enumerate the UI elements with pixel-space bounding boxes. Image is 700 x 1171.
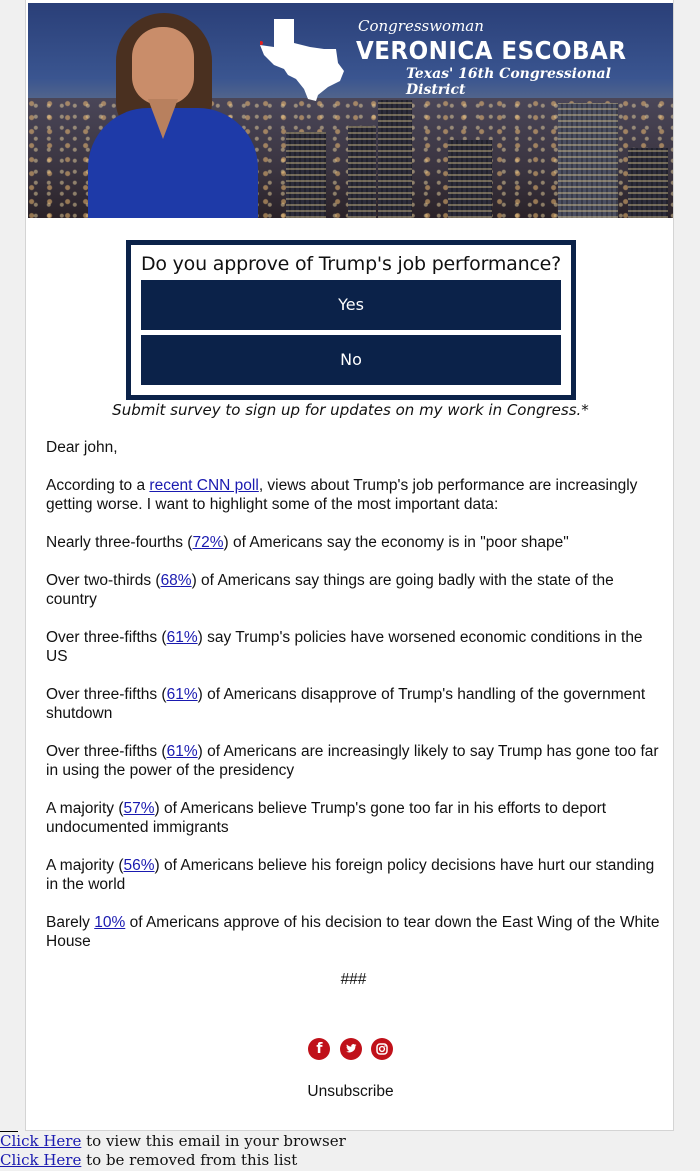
header-subtitle: Congresswoman [358,17,484,35]
stat-text: Over three-fifths ( [46,686,167,703]
building [378,100,412,218]
stat-item [46,913,661,951]
stat-text: A majority ( [46,857,124,874]
stat-link[interactable]: 61% [166,686,198,703]
facebook-icon[interactable]: f [308,1038,330,1060]
stat-item [46,856,661,894]
photo-face [132,27,194,105]
survey-no-button[interactable]: No [141,335,561,385]
building [348,126,376,218]
remove-from-list-link[interactable]: Click Here [0,1151,82,1169]
email-card [25,0,674,1131]
greeting: Dear john, [46,439,118,456]
stat-item [46,799,661,837]
twitter-icon[interactable] [340,1038,362,1060]
social-links [26,1038,675,1060]
stat-text: ) of Americans believe Trump's gone too far in his efforts to deport undocumented immigrants [46,800,607,836]
stat-text: ) of Americans disapprove of Trump's handling of the government shutdown [46,686,646,722]
congresswoman-photo [88,13,258,218]
header-name: VERONICA ESCOBAR [356,36,627,65]
survey-note: Submit survey to sign up for updates on my work in Congress.* [112,401,589,419]
stat-text: Over three-fifths ( [46,629,167,646]
stat-link[interactable]: 10% [94,914,126,931]
stat-link[interactable]: 61% [166,743,198,760]
stat-text: ) of Americans are increasingly likely to say Trump has gone too far in using the power of the presidency [46,743,659,779]
stat-link[interactable]: 72% [192,534,224,551]
stat-text: ) of Americans believe his foreign policy decisions have hurt our standing in the world [46,857,655,893]
stat-link[interactable]: 61% [166,629,198,646]
email-footer [0,1132,346,1170]
survey-question: Do you approve of Trump's job performance? [140,253,562,275]
intro-text: , views about Trump's job performance are increasingly getting worse. I want to highlight some of the most important data: [46,477,638,513]
end-separator: ### [340,971,367,988]
header-district: Texas' 16th Congressional District [406,66,611,98]
footer-text: to view this email in your browser [81,1132,346,1150]
stat-item [46,628,661,666]
building [286,132,326,218]
stat-link[interactable]: 68% [160,572,192,589]
texas-map-icon [260,19,345,101]
stat-text: ) say Trump's policies have worsened economic conditions in the US [46,629,643,665]
stat-text: ) of Americans say things are going badly with the state of the country [46,572,614,608]
stat-item [46,742,661,780]
stat-link[interactable]: 56% [123,857,155,874]
stat-text: Barely [46,914,95,931]
stat-item [46,533,661,552]
cnn-poll-link[interactable]: recent CNN poll [149,477,259,494]
remove-from-list-line [0,1151,346,1170]
intro-paragraph [46,476,661,514]
survey-box [126,240,576,400]
email-body [46,438,661,1008]
stat-text: Over three-fifths ( [46,743,167,760]
stat-text: Nearly three-fourths ( [46,534,193,551]
header-banner [28,3,673,218]
stat-text: Over two-thirds ( [46,572,161,589]
view-in-browser-link[interactable]: Click Here [0,1132,82,1150]
stat-text: of Americans approve of his decision to tear down the East Wing of the White House [46,914,660,950]
building [628,148,668,218]
stat-link[interactable]: 57% [123,800,155,817]
intro-text: According to a [46,477,150,494]
unsubscribe-link[interactable]: Unsubscribe [307,1083,394,1100]
building [558,103,618,218]
view-in-browser-line [0,1132,346,1151]
stat-text: ) of Americans say the economy is in "poor shape" [223,534,569,551]
survey-yes-button[interactable]: Yes [141,280,561,330]
instagram-icon[interactable] [371,1038,393,1060]
footer-text: to be removed from this list [81,1151,298,1169]
stat-item [46,571,661,609]
photo-shirt [88,108,258,218]
building [448,140,492,218]
stat-text: A majority ( [46,800,124,817]
stat-item [46,685,661,723]
